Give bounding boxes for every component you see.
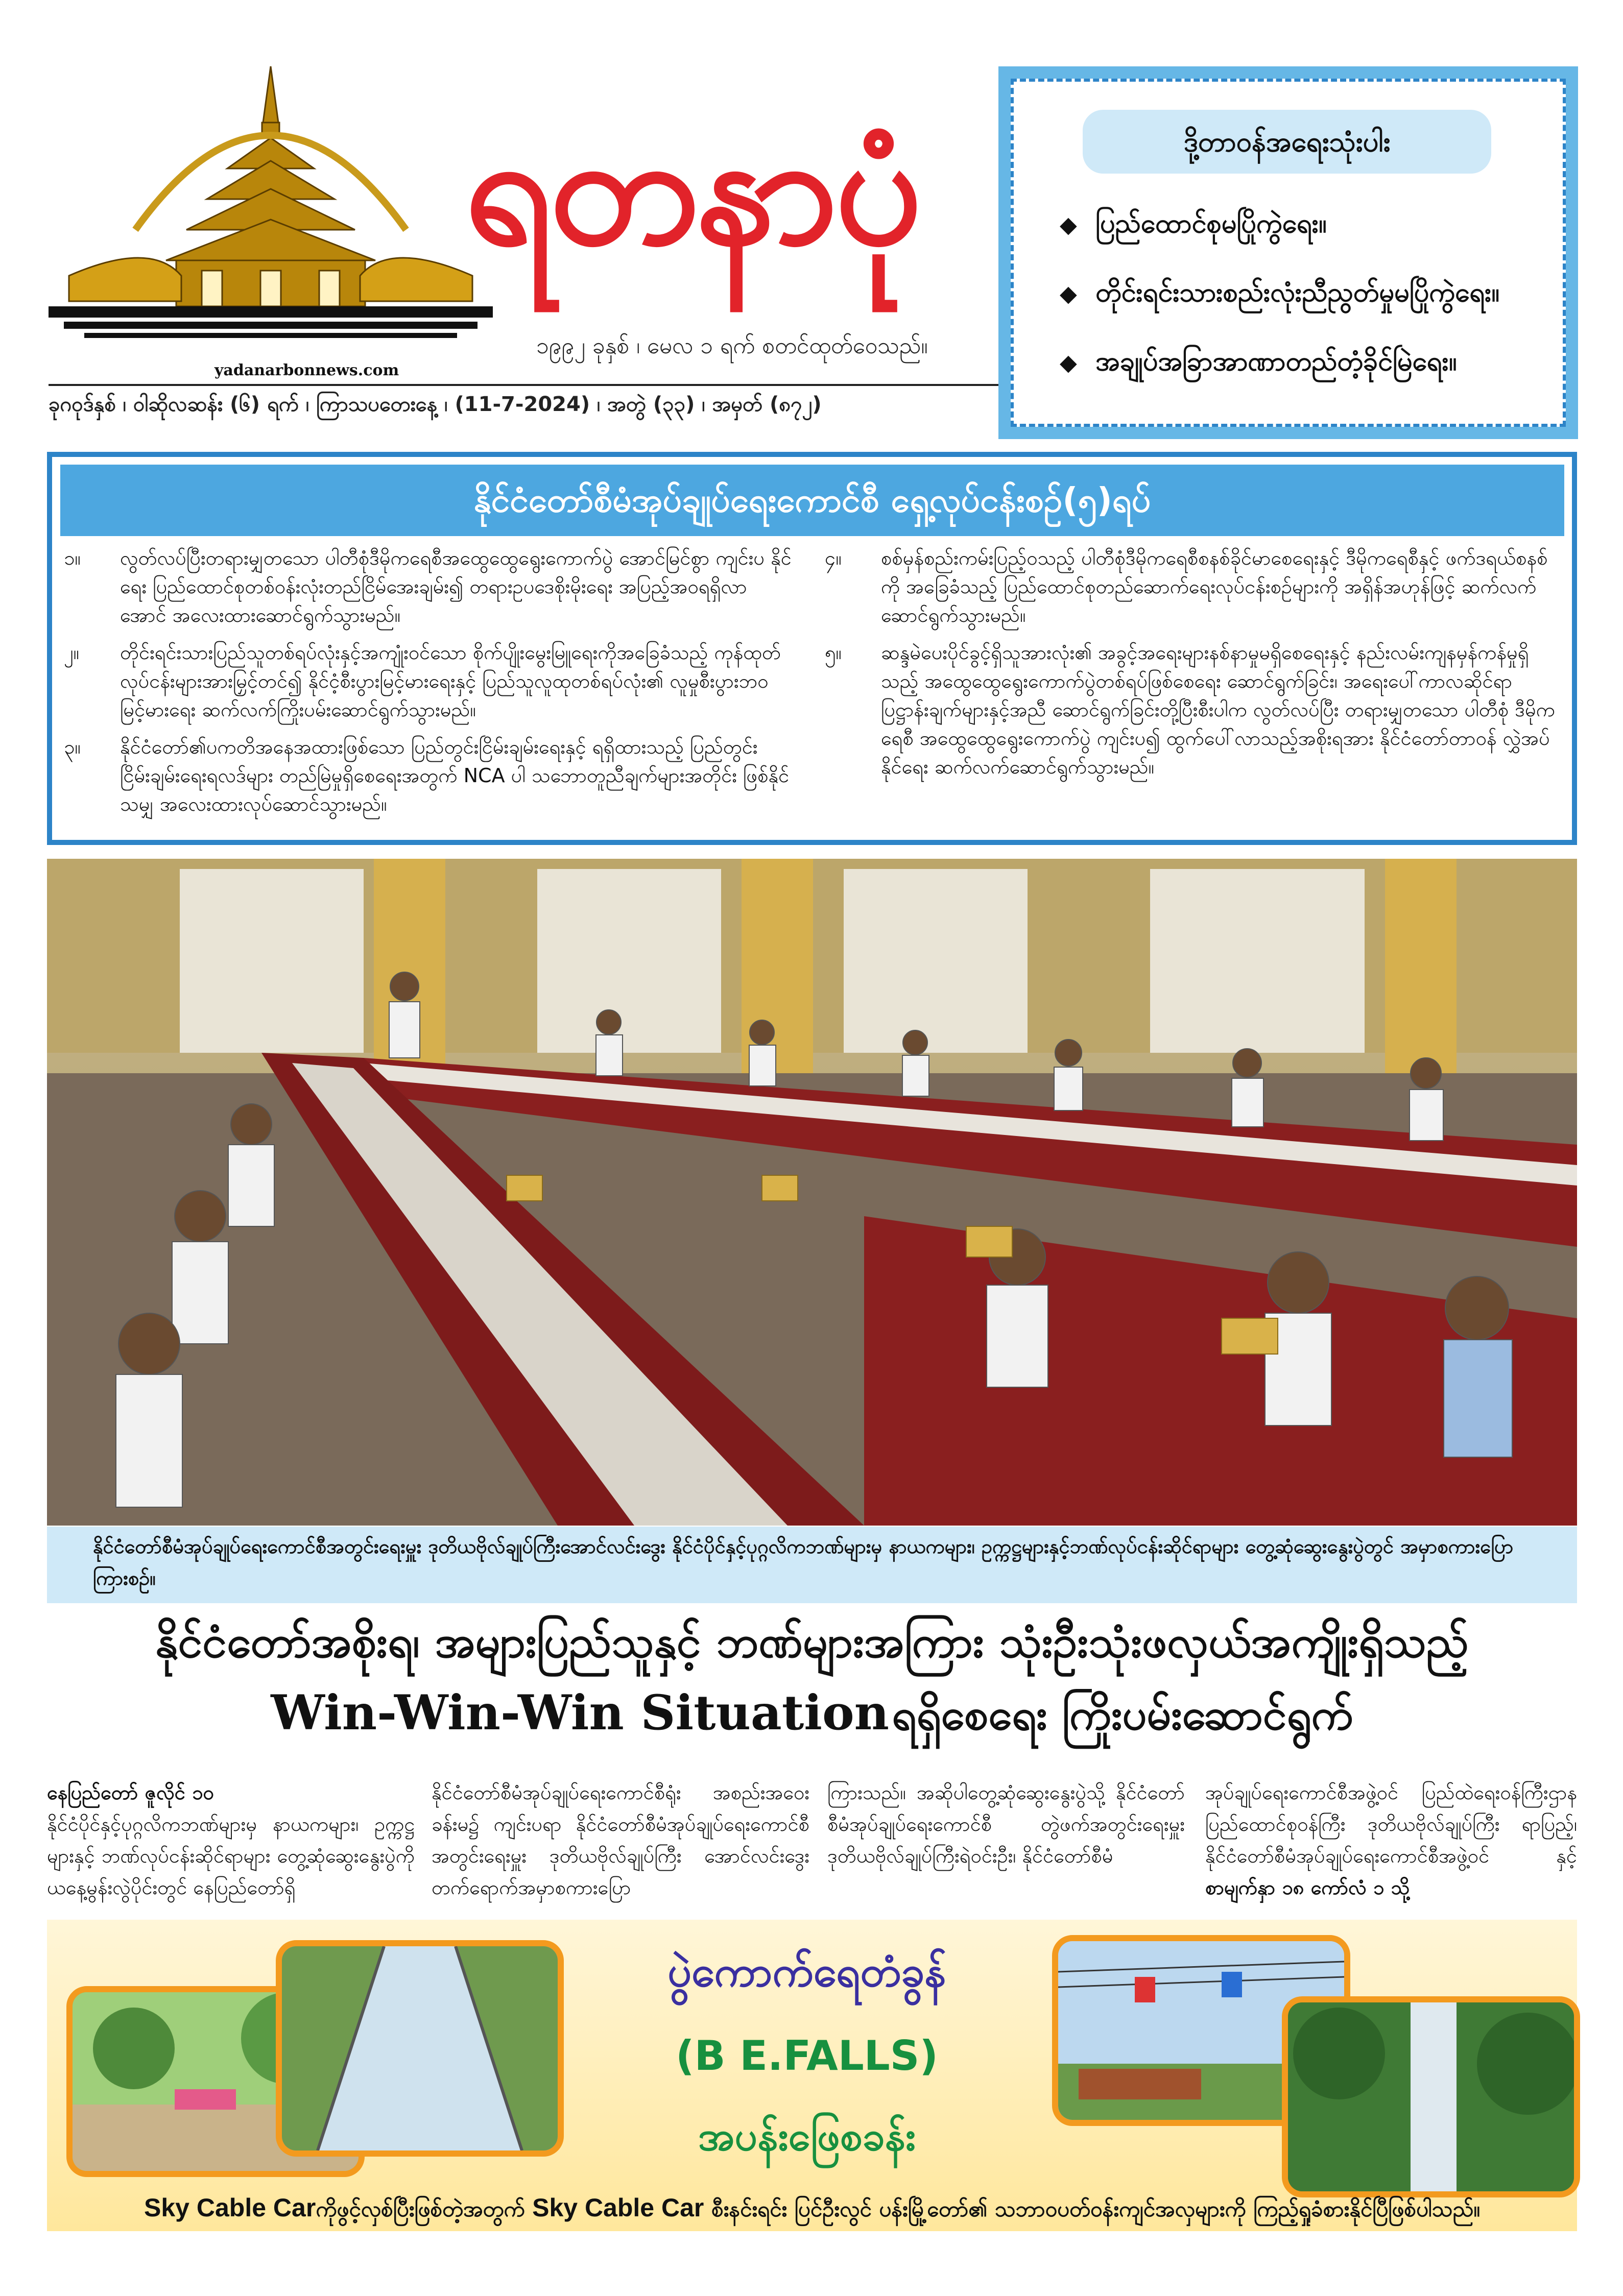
objective-number: ၅။ xyxy=(825,641,842,664)
masthead-logo xyxy=(49,61,493,357)
objective-text: လွတ်လပ်ပြီးတရားမျှတသော ပါတီစုံဒီမိုကရေစီအထွေထွေရွေးကောက်ပွဲ အောင်မြင်စွာ ကျင်းပ နိုင်ရေး ပြည်ထောင်စုတစ်ဝန်းလုံးတည်ငြိမ်အေးချမ်း၍ တရားဥပဒေစိုးမိုးရေး အပြည့်အဝရရှိလာ အောင် အလေးထားဆောင်ရွက်သွားမည်။ xyxy=(120,547,792,626)
masthead-title: ရတနာပုံ xyxy=(464,99,920,279)
objective-item xyxy=(825,544,1560,631)
objective-number: ၂။ xyxy=(64,641,80,664)
article-text: အုပ်ချုပ်ရေးကောင်စီအဖွဲ့ဝင် ပြည်ထဲရေးဝန်ကြီးဌာန ပြည်ထောင်စုဝန်ကြီး ဒုတိယဗိုလ်ချုပ်ကြီး ရာပြည့်၊နိုင်ငံတော်စီမံအုပ်ချုပ်ရေးကောင်စီအဖွဲ့ဝင် နှင့် xyxy=(1205,1781,1577,1867)
article-column-1 xyxy=(47,1777,415,1904)
ad-subtitle: (B E.FALLS) xyxy=(676,2032,938,2080)
article-text: နိုင်ငံပိုင်နှင့်ပုဂ္ဂလိကဘဏ်များမှ နာယကများ၊ ဥက္ကဋ္ဌများနှင့် ဘဏ်လုပ်ငန်းဆိုင်ရာများ တွေ့ဆုံဆွေးနွေးပွဲကို ယနေ့မွန်းလွဲပိုင်းတွင် နေပြည်တော်ရှိ xyxy=(47,1813,415,1899)
objectives-heading: နိုင်ငံတော်စီမံအုပ်ချုပ်ရေးကောင်စီ ရှေ့လုပ်ငန်းစဉ်(၅)ရပ် xyxy=(60,465,1564,536)
meeting-room-image xyxy=(47,859,1577,1526)
motto-item-text: အချုပ်အခြာအာဏာတည်တံ့ခိုင်မြဲရေး။ xyxy=(1095,346,1457,377)
ad-footer xyxy=(47,2193,1577,2227)
continued-note[interactable]: စာမျက်နှာ ၁၈ ကော်လံ ၁ သို့ xyxy=(1205,1876,1410,1899)
meeting-photo xyxy=(47,859,1577,1526)
site-url[interactable]: yadanarbonnews.com xyxy=(214,361,399,379)
headline-burmese: ရရှိစေရေး ကြိုးပမ်းဆောင်ရွက် xyxy=(892,1689,1353,1739)
ad-title: ပွဲကောက်ရေတံခွန် xyxy=(667,1948,946,1996)
objective-text: တိုင်းရင်းသားပြည်သူတစ်ရပ်လုံးနှင့်အကျုံးဝင်သော စိုက်ပျိုးမွေးမြူရေးကိုအခြေခံသည့် ကုန်ထုတ် လုပ်ငန်းများအားမြှင့်တင်၍ နိုင်ငံ့စီးပွားမြင့်မားရေးနှင့် ပြည်သူလူထုတစ်ရပ်လုံး၏ လူမှုစီးပွားဘဝ မြင့်မားရေး ဆက်လက်ကြိုးပမ်းဆောင်ရွက်သွားမည်။ xyxy=(120,641,781,721)
objective-item xyxy=(64,638,799,725)
founded-note: ၁၉၉၂ ခုနှစ် ၊ မေလ ၁ ရက် စတင်ထုတ်ဝေသည်။ xyxy=(536,333,928,359)
objective-text: ဆန္ဒမဲပေးပိုင်ခွင့်ရှိသူအားလုံး၏ အခွင့်အရေးများနစ်နာမှုမရှိစေရေးနှင့် နည်းလမ်းကျနမှန်ကန်မှုရှိ သည့် အထွေထွေရွေးကောက်ပွဲတစ်ရပ်ဖြစ်စေရေး ဆောင်ရွက်ခြင်း၊ အရေးပေါ်ကာလဆိုင်ရာ ပြဋ္ဌာန်းချက်များနှင့်အညီ ဆောင်ရွက်ခြင်းတို့ပြီးစီးပါက လွတ်လပ်ပြီး တရားမျှတသော ပါတီစုံ ဒီမိုကရေစီ အထွေထွေရွေးကောက်ပွဲ ကျင်းပ၍ ထွက်ပေါ်လာသည့်အစိုးရအား နိုင်ငံတော်တာဝန် လွှဲအပ်နိုင်ရေး ဆက်လက်ဆောင်ရွက်သွားမည်။ xyxy=(881,641,1555,778)
headline-line-2 xyxy=(47,1685,1577,1751)
diamond-bullet-icon: ◆ xyxy=(1060,281,1077,307)
ad-photo-waterfall xyxy=(1282,1996,1580,2197)
ad-footer-text: ကိုဖွင့်လှစ်ပြီးဖြစ်တဲ့အတွက် xyxy=(316,2196,533,2221)
motto-item-text: တိုင်းရင်းသားစည်းလုံးညီညွတ်မှုမပြိုကွဲရေး။ xyxy=(1095,277,1500,308)
article-column-2: နိုင်ငံတော်စီမံအုပ်ချုပ်ရေးကောင်စီရုံး အစည်းအဝေးခန်းမ၌ ကျင်းပရာ နိုင်ငံတော်စီမံအုပ်ချုပ်ရေးကောင်စီအတွင်းရေးမှူး ဒုတိယဗိုလ်ချုပ်ကြီး အောင်လင်းဒွေး တက်ရောက်အမှာစကားပြော xyxy=(432,1781,809,1899)
pagoda-emblem-icon xyxy=(49,61,493,357)
objective-item xyxy=(825,638,1560,812)
article-column-3: ကြားသည်။ အဆိုပါတွေ့ဆုံဆွေးနွေးပွဲသို့ နိုင်ငံတော်စီမံအုပ်ချုပ်ရေးကောင်စီ တွဲဖက်အတွင်းရေးမှူး ဒုတိယဗိုလ်ချုပ်ကြီးရဲဝင်းဦး၊ နိုင်ငံတော်စီမံ xyxy=(827,1781,1185,1867)
headline-line-1: နိုင်ငံတော်အစိုးရ၊ အများပြည်သူနှင့် ဘဏ်များအကြား သုံးဦးသုံးဖလှယ်အကျိုးရှိသည့် xyxy=(155,1616,1469,1667)
diamond-bullet-icon: ◆ xyxy=(1060,350,1077,376)
motto-item xyxy=(1060,207,1550,246)
ad-subtitle-2: အပန်းဖြေစခန်း xyxy=(698,2114,916,2160)
objective-number: ၃။ xyxy=(64,736,81,758)
objective-number: ၄။ xyxy=(825,547,842,569)
issue-date-line: ခုဂဝုဒ်နှစ် ၊ ဝါဆိုလဆန်း (၆) ရက် ၊ ကြာသပတေးနေ့ ၊ (11-7-2024) ၊ အတွဲ (၃၃) ၊ အမှတ် (၈၇၂) xyxy=(49,384,998,421)
headline-english: Win-Win-Win Situation xyxy=(271,1685,889,1741)
diamond-bullet-icon: ◆ xyxy=(1060,212,1077,238)
ad-photo-glass-bridge xyxy=(276,1940,564,2157)
ad-footer-highlight: Sky Cable Car xyxy=(532,2193,704,2222)
objective-item xyxy=(64,733,799,819)
ad-footer-text: စီးနင်းရင်း ပြင်ဦးလွင် ပန်းမြို့တော်၏ သဘာဝပတ်ဝန်းကျင်အလှများကို ကြည့်ရှုခံစားနိုင်ပြီဖြစ်ပါသည်။ xyxy=(704,2196,1480,2221)
ad-footer-highlight: Sky Cable Car xyxy=(144,2193,316,2222)
motto-item-text: ပြည်ထောင်စုမပြိုကွဲရေး။ xyxy=(1095,208,1327,239)
objective-text: နိုင်ငံတော်၏ပကတိအနေအထားဖြစ်သော ပြည်တွင်းငြိမ်းချမ်းရေးနှင့် ရရှိထားသည့် ပြည်တွင်း ငြိမ်းချမ်းရေးရလဒ်များ တည်မြဲမှုရှိစေရေးအတွက် NCA ပါ သဘောတူညီချက်များအတိုင်း ဖြစ်နိုင်သမျှ အလေးထားလုပ်ဆောင်သွားမည်။ xyxy=(120,736,790,815)
motto-item xyxy=(1060,345,1550,383)
photo-caption: နိုင်ငံတော်စီမံအုပ်ချုပ်ရေးကောင်စီအတွင်းရေးမှူး ဒုတိယဗိုလ်ချုပ်ကြီးအောင်လင်းဒွေး နိုင်ငံပိုင်နှင့်ပုဂ္ဂလိကဘဏ်များမှ နာယကများ၊ ဥက္ကဋ္ဌများနှင့်ဘဏ်လုပ်ငန်းဆိုင်ရာများ တွေ့ဆုံဆွေးနွေးပွဲတွင် အမှာစကားပြောကြားစဉ်။ xyxy=(47,1527,1577,1603)
objective-number: ၁။ xyxy=(64,547,81,569)
dateline: နေပြည်တော် ဇူလိုင် ၁၀ xyxy=(47,1781,214,1804)
motto-heading: ဒို့တာဝန်အရေးသုံးပါး xyxy=(1083,110,1491,174)
motto-item xyxy=(1060,276,1550,315)
objective-text: စစ်မှန်စည်းကမ်းပြည့်ဝသည့် ပါတီစုံဒီမိုကရေစီစနစ်ခိုင်မာစေရေးနှင့် ဒီမိုကရေစီနှင့် ဖက်ဒရယ်စနစ် ကို အခြေခံသည့် ပြည်ထောင်စုတည်ဆောက်ရေးလုပ်ငန်းစဉ်များကို အရှိန်အဟုန်ဖြင့် ဆက်လက် ဆောင်ရွက်သွားမည်။ xyxy=(881,547,1548,626)
article-column-4 xyxy=(1205,1777,1577,1904)
objective-item xyxy=(64,544,799,631)
